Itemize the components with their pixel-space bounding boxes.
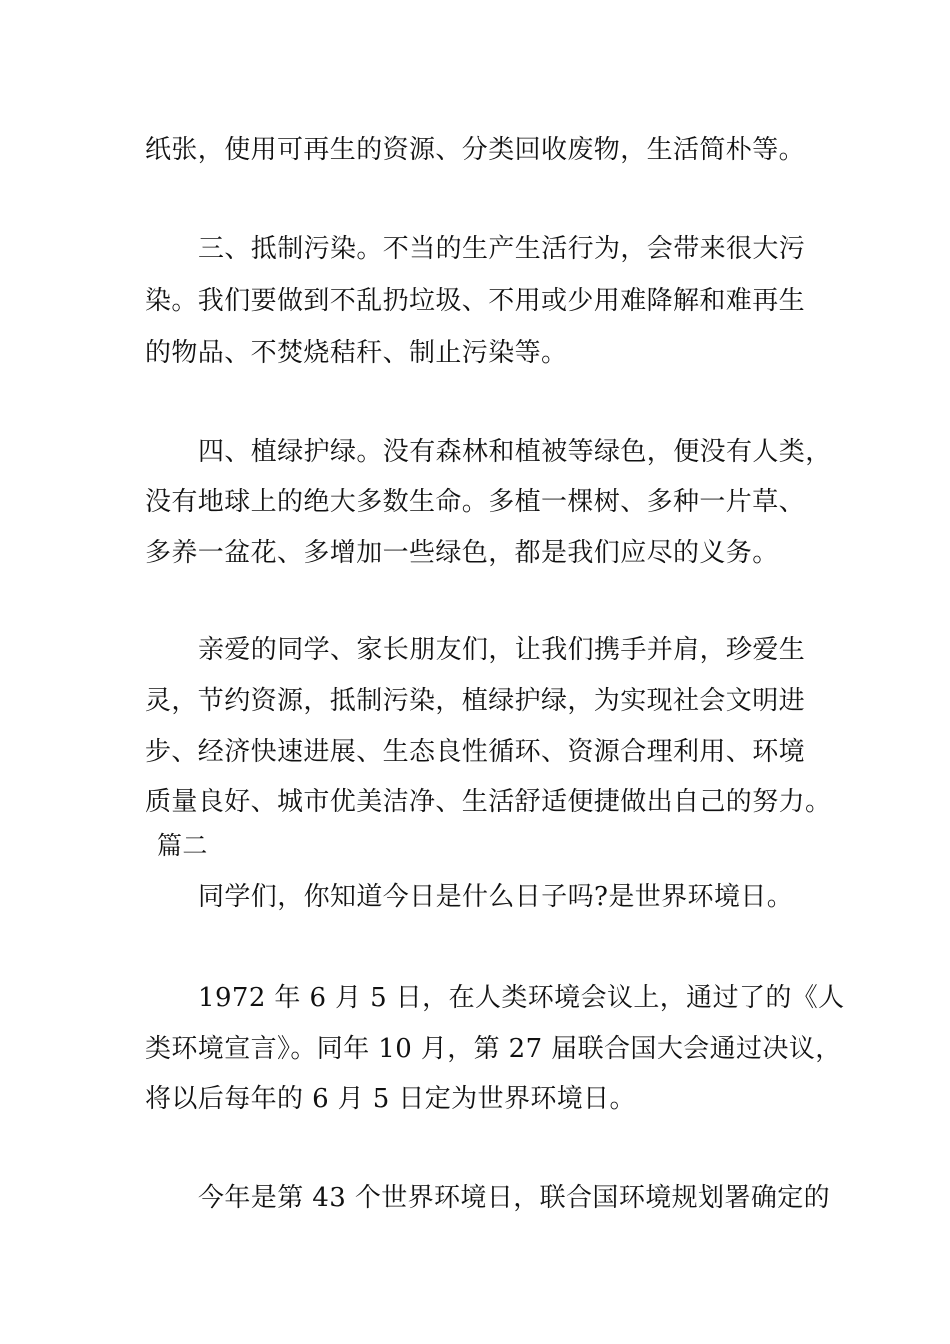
text-line: 步、经济快速进展、生态良性循环、资源合理利用、环境 <box>145 737 806 767</box>
text-line: 亲爱的同学、家长朋友们，让我们携手并肩，珍爱生 <box>198 635 806 665</box>
text-line: 的物品、不焚烧秸秆、制止污染等。 <box>145 338 568 368</box>
text-line: 纸张，使用可再生的资源、分类回收废物，生活简朴等。 <box>145 135 806 165</box>
text-line: 1972 年 6 月 5 日，在人类环境会议上，通过了的《人 <box>198 983 845 1013</box>
text-line: 质量良好、城市优美洁净、生活舒适便捷做出自己的努力。 <box>145 787 832 817</box>
text-line: 染。我们要做到不乱扔垃圾、不用或少用难降解和难再生 <box>145 286 806 316</box>
text-line: 将以后每年的 6 月 5 日定为世界环境日。 <box>145 1084 636 1114</box>
text-line: 没有地球上的绝大多数生命。多植一棵树、多种一片草、 <box>145 487 806 517</box>
text-line: 灵，节约资源，抵制污染，植绿护绿，为实现社会文明进 <box>145 686 806 716</box>
text-line: 四、植绿护绿。没有森林和植被等绿色，便没有人类， <box>198 437 832 467</box>
text-line: 三、抵制污染。不当的生产生活行为，会带来很大污 <box>198 234 806 264</box>
text-line: 多养一盆花、多增加一些绿色，都是我们应尽的义务。 <box>145 538 779 568</box>
text-line: 同学们，你知道今日是什么日子吗?是世界环境日。 <box>198 882 794 912</box>
text-line: 今年是第 43 个世界环境日，联合国环境规划署确定的 <box>198 1183 831 1213</box>
section-heading: 篇二 <box>157 831 208 860</box>
text-line: 类环境宣言》。同年 10 月，第 27 届联合国大会通过决议， <box>145 1034 842 1064</box>
